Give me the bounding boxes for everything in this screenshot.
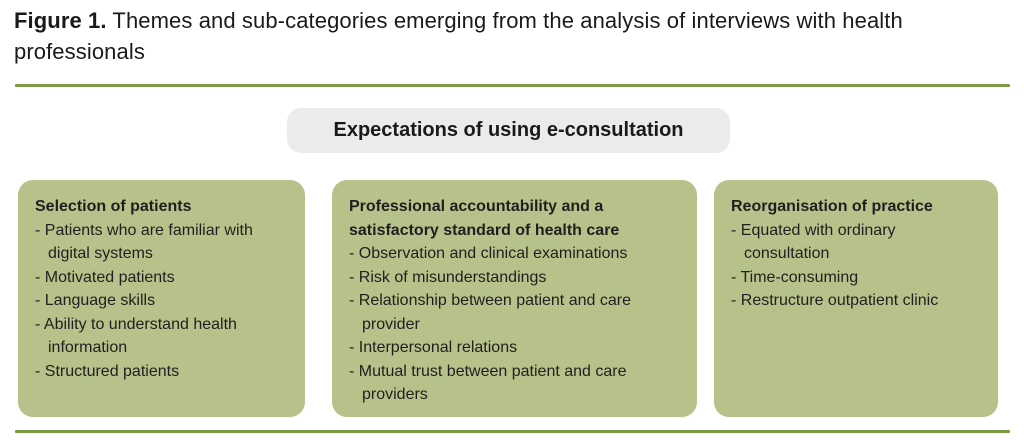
theme-item-list bbox=[35, 219, 289, 384]
theme-item-list bbox=[349, 242, 681, 407]
theme-item: - Language skills bbox=[35, 292, 156, 309]
top-divider-rule bbox=[15, 84, 1010, 87]
theme-item-list bbox=[731, 219, 982, 313]
theme-title: Reorganisation of practice bbox=[731, 198, 933, 215]
theme-item: - Ability to understand health information bbox=[35, 315, 237, 356]
header-box-label: Expectations of using e-consultation bbox=[333, 119, 684, 141]
theme-box-reorganisation-of-practice bbox=[714, 180, 998, 417]
theme-item: - Motivated patients bbox=[35, 268, 175, 286]
theme-title: Professional accountability and a satisfactory standard of health care bbox=[349, 198, 620, 239]
figure-caption-label: Figure 1. bbox=[14, 8, 107, 33]
theme-item: - Mutual trust between patient and care providers bbox=[349, 362, 627, 403]
theme-item: - Equated with ordinary consultation bbox=[731, 221, 896, 262]
figure-caption bbox=[14, 5, 994, 67]
header-box bbox=[287, 108, 730, 153]
theme-item: - Risk of misunderstandings bbox=[349, 268, 547, 286]
theme-item: - Time-consuming bbox=[731, 268, 859, 286]
theme-item: - Patients who are familiar with digital systems bbox=[35, 221, 253, 262]
theme-box-professional-accountability bbox=[332, 180, 697, 417]
theme-box-selection-of-patients bbox=[18, 180, 305, 417]
figure-caption-text: Themes and sub-categories emerging from the analysis of interviews with health professionals bbox=[14, 8, 903, 64]
theme-title: Selection of patients bbox=[35, 198, 192, 215]
theme-item: - Interpersonal relations bbox=[349, 339, 518, 356]
theme-item: - Relationship between patient and care provider bbox=[349, 292, 631, 333]
theme-item: - Restructure outpatient clinic bbox=[731, 292, 939, 309]
theme-item: - Structured patients bbox=[35, 362, 180, 380]
bottom-divider-rule bbox=[15, 430, 1010, 433]
theme-item: - Observation and clinical examinations bbox=[349, 245, 628, 262]
